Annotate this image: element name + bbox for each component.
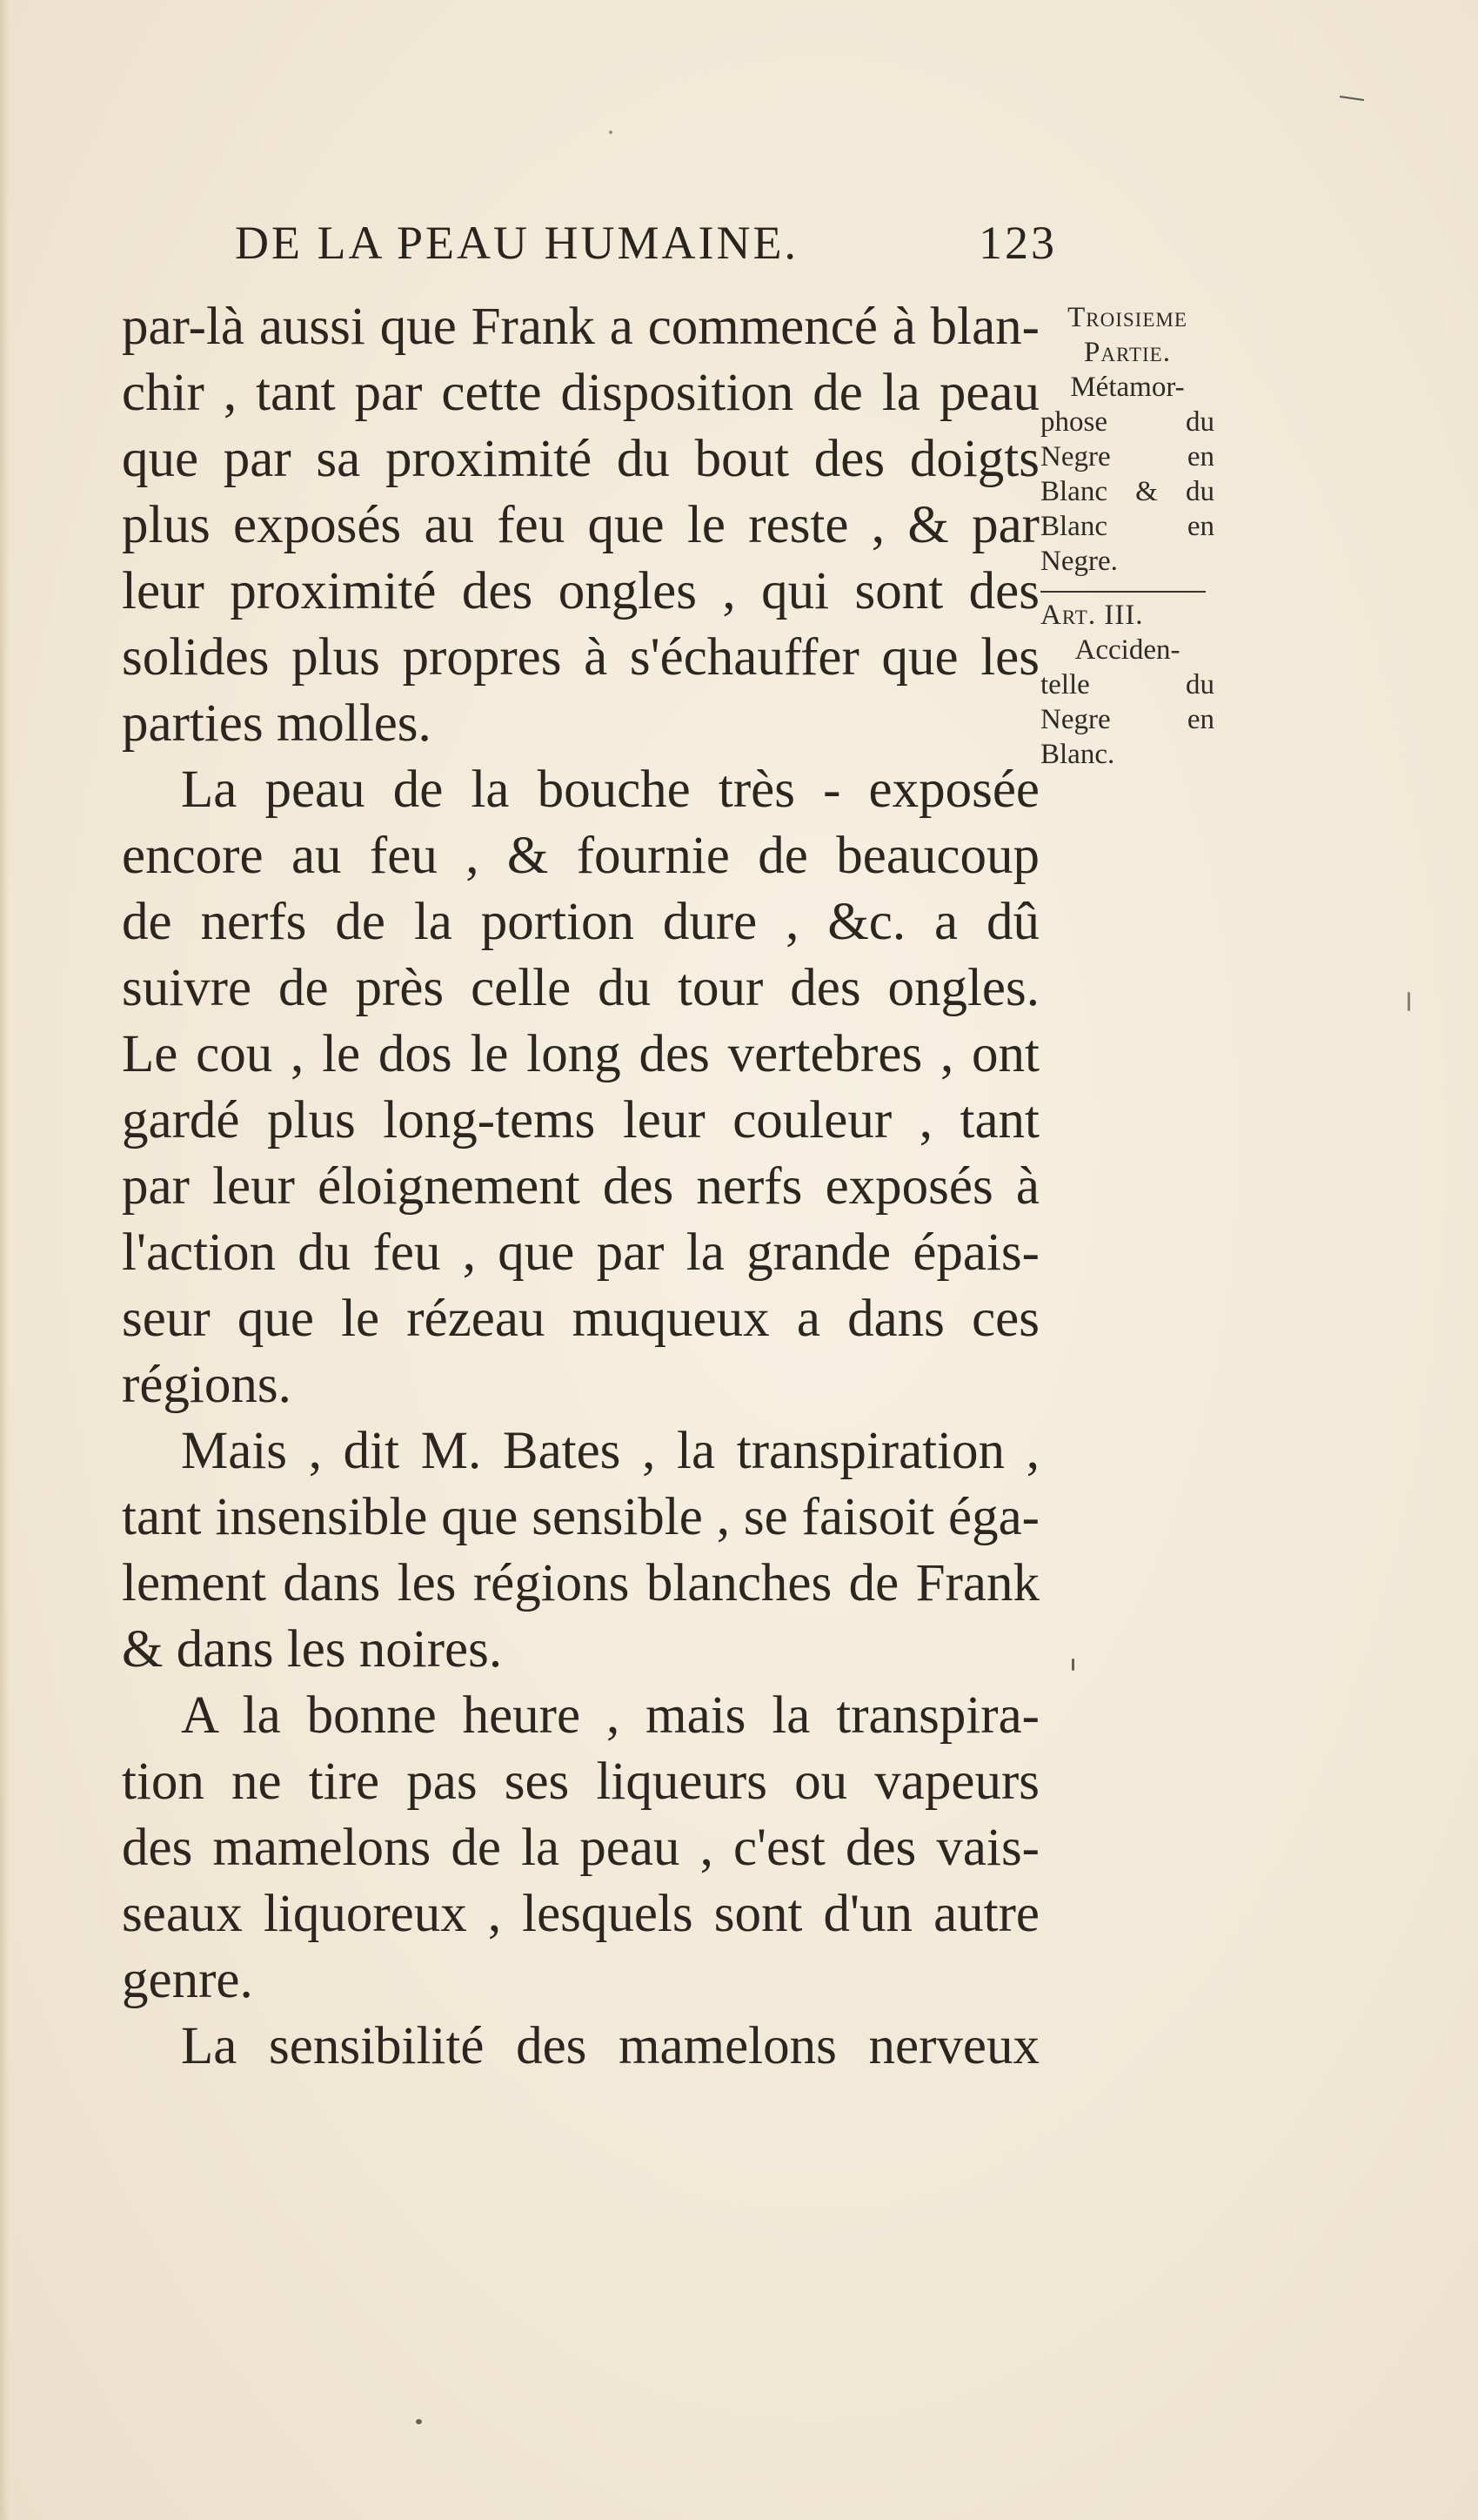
paper-speck <box>416 2419 422 2424</box>
text-line: solides plus propres à s'échauffer que les <box>122 628 1040 687</box>
corner-mark <box>1340 96 1364 101</box>
margin-line: Blanc en <box>1040 511 1214 542</box>
text-line: parties molles. <box>122 694 431 753</box>
margin-note <box>1040 300 1214 772</box>
page-number: 123 <box>979 217 1057 269</box>
text-line: seur que le rézeau muqueux a dans ces <box>122 1290 1040 1348</box>
margin-line: Negre. <box>1040 546 1118 577</box>
text-line: Mais , dit M. Bates , la transpiration , <box>181 1422 1040 1480</box>
text-line: plus exposés au feu que le reste , & par <box>122 496 1040 554</box>
margin-line: Acciden- <box>1074 634 1180 666</box>
text-line: lement dans les régions blanches de Frank <box>122 1554 1040 1612</box>
text-line: encore au feu , & fournie de beaucoup <box>122 827 1040 885</box>
running-header <box>235 216 1057 270</box>
margin-line: Troisieme <box>1067 302 1187 333</box>
text-line: seaux liquoreux , lesquels sont d'un autre <box>122 1885 1040 1943</box>
margin-line: phose du <box>1040 406 1214 438</box>
text-line: que par sa proximité du bout des doigts <box>122 430 1040 488</box>
paper-speck <box>1408 992 1410 1011</box>
margin-line: Partie. <box>1084 337 1171 368</box>
text-line: de nerfs de la portion dure , &c. a dû <box>122 893 1040 951</box>
margin-line: Negre en <box>1040 704 1214 735</box>
text-line: Le cou , le dos le long des vertebres , ont <box>122 1025 1040 1083</box>
margin-line: telle du <box>1040 669 1214 700</box>
text-line: A la bonne heure , mais la transpira- <box>181 1686 1040 1745</box>
text-line: & dans les noires. <box>122 1620 503 1679</box>
margin-divider <box>1040 591 1206 593</box>
text-line: suivre de près celle du tour des ongles. <box>122 959 1040 1017</box>
text-line: tant insensible que sensible , se faisoit éga- <box>122 1488 1040 1546</box>
text-line: gardé plus long-tems leur couleur , tant <box>122 1091 1040 1149</box>
margin-line: Art. III. <box>1040 600 1144 631</box>
running-title: DE LA PEAU HUMAINE. <box>235 217 799 269</box>
text-line: leur proximité des ongles , qui sont des <box>122 562 1040 620</box>
text-line: par leur éloignement des nerfs exposés à <box>122 1157 1040 1216</box>
margin-line: Blanc. <box>1040 739 1115 770</box>
margin-line: Negre en <box>1040 441 1214 473</box>
text-line: La sensibilité des mamelons nerveux <box>181 2017 1040 2075</box>
text-line: par-là aussi que Frank a commencé à blan- <box>122 298 1040 356</box>
margin-line: Blanc & du <box>1040 476 1214 507</box>
paper-speck <box>1072 1659 1074 1671</box>
paper-speck <box>609 131 612 134</box>
text-line: tion ne tire pas ses liqueurs ou vapeurs <box>122 1753 1040 1811</box>
main-text <box>122 294 1040 2080</box>
text-line: des mamelons de la peau , c'est des vais- <box>122 1819 1040 1877</box>
text-line: La peau de la bouche très - exposée <box>181 761 1040 819</box>
text-line: chir , tant par cette disposition de la peau <box>122 364 1040 422</box>
text-line: l'action du feu , que par la grande épais- <box>122 1223 1040 1282</box>
margin-line: Métamor- <box>1070 372 1185 403</box>
text-line: régions. <box>122 1356 291 1414</box>
page-edge-shadow <box>0 0 9 2520</box>
text-line: genre. <box>122 1951 253 2009</box>
